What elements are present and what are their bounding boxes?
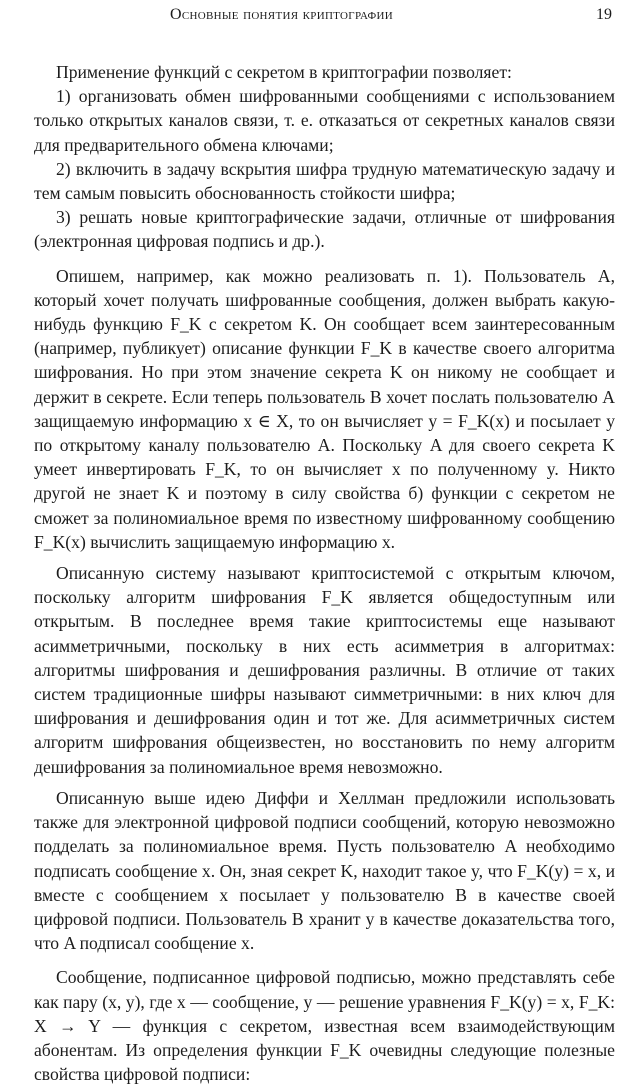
page-body (34, 60, 615, 1086)
paragraph: Опишем, например, как можно реализовать п. 1). Пользователь A, который хочет получать шифрованные сообщения, должен выбрать какую-нибудь функцию F_K с секретом K. Он сообщает всем заинтересованным (например, публикует) описание функции F_K в качестве своего алгоритма шифрования. Но при этом значение секрета K он никому не сообщает и держит в секрете. Если теперь пользователь B хочет послать пользователю A защищаемую информацию x ∈ X, то он вычисляет y = F_K(x) и посылает y по открытому каналу пользователю A. Поскольку A для своего секрета K умеет инвертировать F_K, то он вычисляет x по полученному y. Никто другой не знает K и поэтому в силу свойства б) функции с секретом не сможет за полиномиальное время по известному шифрованному сообщению F_K(x) вычислить защищаемую информацию x. (34, 265, 615, 552)
paragraph: Применение функций с секретом в криптографии позволяет: (56, 62, 512, 82)
running-title: Основные понятия криптографии (170, 6, 393, 23)
running-header (0, 6, 630, 30)
paragraph: 3) решать новые криптографические задачи, отличные от шифрования (электронная цифровая подпись и др.). (34, 207, 615, 252)
paragraph: Сообщение, подписанное цифровой подписью, можно представлять себе как пару (x, y), где x — сообщение, y — решение уравнения F_K(y) = x, F_K: X → Y — функция с секретом, известная всем взаимодействующим абонентам. Из определения функции F_K очевидны следующие полезные свойства цифровой подписи: (34, 967, 615, 1085)
paragraph: 2) включить в задачу вскрытия шифра трудную математическую задачу и тем самым повысить обоснованность стойкости шифра; (34, 158, 615, 204)
page-number: 19 (596, 6, 612, 23)
paragraph: Описанную выше идею Диффи и Хеллман предложили использовать также для электронной цифровой подписи сообщений, которую невозможно подделать за полиномиальное время. Пусть пользователю A необходимо подписать сообщение x. Он, зная секрет K, находит такое y, что F_K(y) = x, и вместе с сообщением x посылает y пользователю B в качестве своей цифровой подписи. Пользователь B хранит y в качестве доказательства того, что A подписал сообщение x. (34, 787, 615, 954)
paragraph: 1) организовать обмен шифрованными сообщениями с использованием только открытых каналов связи, т. е. отказаться от секретных каналов связи для предварительного обмена ключами; (34, 86, 615, 155)
paragraph: Описанную систему называют криптосистемой с открытым ключом, поскольку алгоритм шифрования F_K является общедоступным или открытым. В последнее время такие криптосистемы еще называют асимметричными, поскольку в них есть асимметрия в алгоритмах: алгоритмы шифрования и дешифрования различны. В отличие от таких систем традиционные шифры называют симметричными: в них ключ для шифрования и дешифрования один и тот же. Для асимметричных систем алгоритм шифрования общеизвестен, но восстановить по нему алгоритм дешифрования за полиномиальное время невозможно. (34, 563, 615, 777)
